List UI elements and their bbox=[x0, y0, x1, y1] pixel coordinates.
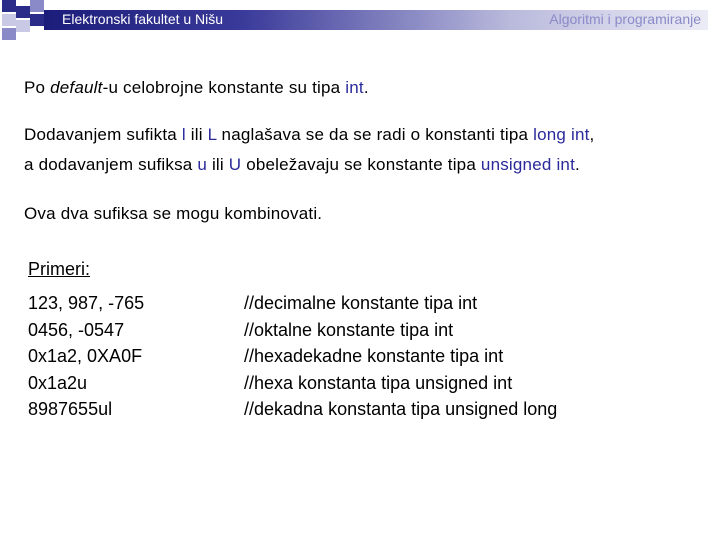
decor-square bbox=[2, 28, 16, 40]
decor-square bbox=[2, 14, 16, 26]
decor-square bbox=[16, 6, 30, 18]
example-code: 0x1a2, 0XA0F bbox=[28, 346, 143, 366]
keyword-U: U bbox=[228, 155, 242, 174]
header-left-title: Elektronski fakultet u Nišu bbox=[62, 11, 224, 27]
example-comment: //oktalne konstante tipa int bbox=[244, 319, 454, 340]
decor-square bbox=[30, 14, 44, 26]
header-right-title: Algoritmi i programiranje bbox=[549, 11, 701, 27]
examples-comment-column bbox=[244, 290, 557, 423]
example-code: 123, 987, -765 bbox=[28, 293, 145, 313]
paragraph-long-suffix: Dodavanjem sufikta l ili L naglašava se da se radi o konstanti tipa long int, bbox=[24, 125, 595, 144]
paragraph-unsigned-suffix: a dodavanjem sufiksa u ili U obeležavaju se konstante tipa unsigned int. bbox=[24, 155, 580, 174]
example-comment: //dekadna konstanta tipa unsigned long bbox=[244, 399, 558, 419]
decor-square bbox=[30, 0, 44, 12]
example-code: 0456, -0547 bbox=[28, 319, 125, 340]
example-comment: //hexadekadne konstante tipa int bbox=[244, 346, 504, 366]
examples-heading: Primeri: bbox=[28, 259, 90, 279]
keyword-l: l bbox=[181, 125, 186, 144]
example-code: 8987655ul bbox=[28, 399, 113, 419]
paragraph-combine: Ova dva sufiksa se mogu kombinovati. bbox=[24, 204, 323, 223]
example-comment: //hexa konstanta tipa unsigned int bbox=[244, 372, 513, 393]
emphasis-default: default bbox=[50, 78, 103, 97]
examples-code-column bbox=[28, 290, 144, 423]
example-comment: //decimalne konstante tipa int bbox=[244, 293, 478, 313]
decor-square bbox=[16, 20, 30, 32]
keyword-unsigned-int: unsigned int bbox=[480, 155, 576, 174]
paragraph-default-int: Po default-u celobrojne konstante su tipa int. bbox=[24, 78, 369, 97]
keyword-long-int: long int bbox=[533, 125, 590, 144]
keyword-int: int bbox=[345, 78, 364, 97]
keyword-u: u bbox=[197, 155, 208, 174]
decor-square bbox=[2, 0, 16, 12]
example-code: 0x1a2u bbox=[28, 372, 88, 393]
keyword-L: L bbox=[207, 125, 217, 144]
